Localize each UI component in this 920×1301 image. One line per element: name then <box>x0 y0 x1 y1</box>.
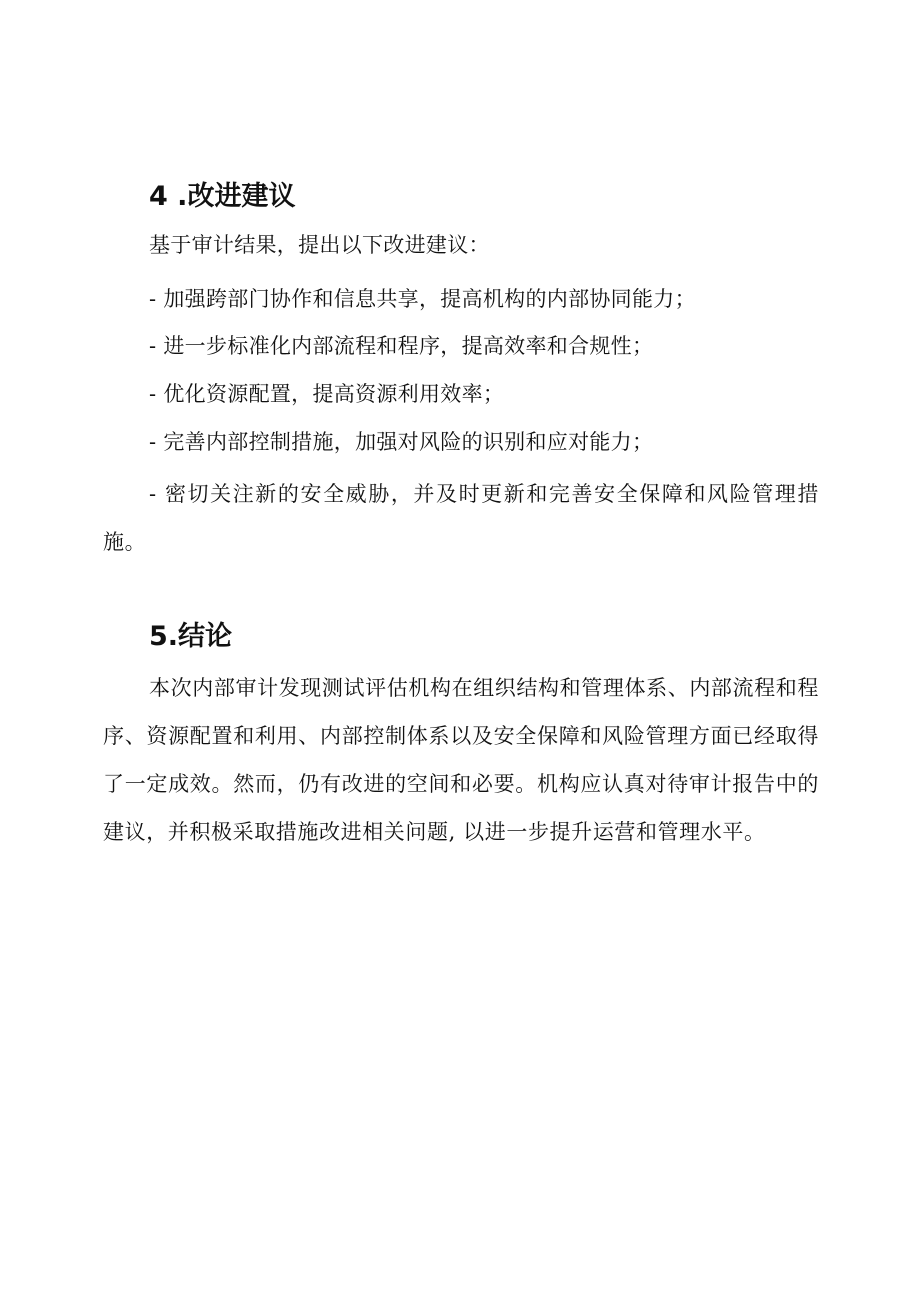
recommendation-item-5: - 密切关注新的安全威胁，并及时更新和完善安全保障和风险管理措施。 <box>103 482 819 554</box>
recommendation-item-3: - 优化资源配置，提高资源利用效率； <box>149 382 505 406</box>
recommendation-item-4: - 完善内部控制措施，加强对风险的识别和应对能力； <box>149 430 654 454</box>
section-5-heading: 5.结论 <box>149 621 233 652</box>
section-4-intro: 基于审计结果，提出以下改进建议： <box>149 233 490 257</box>
recommendation-item-1: - 加强跨部门协作和信息共享，提高机构的内部协同能力； <box>149 287 696 311</box>
conclusion-paragraph: 本次内部审计发现测试评估机构在组织结构和管理体系、内部流程和程序、资源配置和利用、内部控制体系以及安全保障和风险管理方面已经取得了一定成效。然而，仍有改进的空间和必要。机构应认真对待审计报告中的建议，并积极采取措施改进相关问题, 以进一步提升运营和管理水平。 <box>103 676 819 844</box>
recommendation-item-2: - 进一步标准化内部流程和程序，提高效率和合规性； <box>149 334 654 358</box>
section-4-heading: 4 .改进建议 <box>149 181 296 212</box>
